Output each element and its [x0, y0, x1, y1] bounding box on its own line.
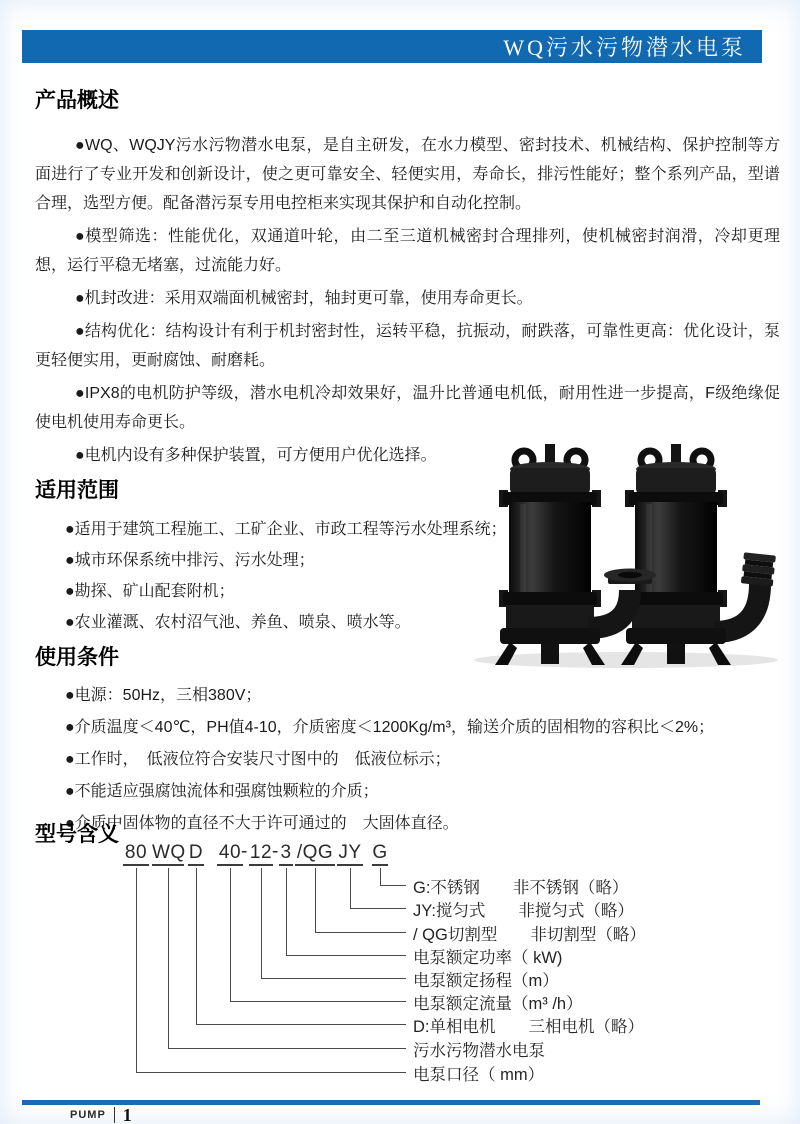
model-label: D:单相电机 三相电机（略） — [413, 1018, 644, 1036]
page-title: WQ污水污物潜水电泵 — [503, 35, 746, 60]
overview-paragraph: ●结构优化：结构设计有利于机封密封性，运转平稳，抗振动，耐跌落，可靠性更高：优化设计，泵更轻便实用，更耐腐蚀、耐磨耗。 — [35, 323, 780, 369]
list-item: ●工作时， 低液位符合安装尺寸图中的 低液位标示； — [65, 751, 451, 768]
page-number: 1 — [122, 1104, 132, 1124]
list-item: ●农业灌溉、农村沼气池、养鱼、喷泉、喷水等。 — [65, 614, 411, 631]
list-item: ●电源：50Hz，三相380V； — [65, 687, 262, 704]
conditions-list — [35, 681, 780, 838]
model-label: 电泵口径（ mm） — [413, 1066, 545, 1084]
footer-divider — [114, 1107, 115, 1123]
model-separator: - — [241, 841, 248, 862]
section-usage-conditions — [35, 641, 780, 841]
footer-rule — [22, 1100, 760, 1105]
model-segment: JY — [337, 842, 363, 866]
application-list — [35, 515, 595, 637]
model-segment: 12 — [249, 842, 273, 866]
list-item: ●适用于建筑工程施工、工矿企业、市政工程等污水处理系统； — [65, 521, 507, 538]
model-label: / QG切割型 非切割型（略） — [413, 926, 646, 944]
list-item: ●不能适应强腐蚀流体和强腐蚀颗粒的介质； — [65, 783, 379, 800]
overview-paragraph: ●WQ、WQJY污水污物潜水电泵，是自主研发，在水力模型、密封技术、机械结构、保护控制等方面进行了专业开发和创新设计，使之更可靠安全、轻便实用，寿命长，排污性能好；整个系列产品，型谱合理，选型方便。配备潜污泵专用电控柜来实现其保护和自动化控制。 — [35, 137, 780, 212]
model-segment: WQ — [152, 842, 184, 866]
connector-line — [136, 868, 406, 1073]
model-code-diagram — [0, 842, 780, 1094]
footer-brand: PUMP — [70, 1109, 106, 1121]
overview-paragraph: ●模型筛选：性能优化，双通道叶轮，由二至三道机械密封合理排列，使机械密封润滑，冷却更理想，运行平稳无堵塞，过流能力好。 — [35, 228, 780, 274]
model-heading: 型号含义 — [35, 823, 119, 846]
model-segment: 80 — [123, 842, 149, 866]
model-label: JY:搅匀式 非搅匀式（略） — [413, 902, 634, 920]
model-segment: 3 — [279, 842, 293, 866]
footer — [70, 1106, 132, 1124]
application-heading: 适用范围 — [35, 479, 119, 502]
section-application-range — [35, 474, 595, 639]
overview-paragraph: ●电机内设有多种保护装置，可方便用户优化选择。 — [75, 447, 437, 464]
overview-paragraph: ●IPX8的电机防护等级，潜水电机冷却效果好，温升比普通电机低，耐用性进一步提高，F级绝缘促使电机使用寿命更长。 — [35, 385, 780, 431]
list-item: ●介质温度＜40℃，PH值4-10，介质密度＜1200Kg/m³，输送介质的固相物的容积比＜2%； — [65, 719, 715, 736]
model-segment: /QG — [295, 842, 335, 866]
list-item: ●勘探、矿山配套附机； — [65, 583, 235, 600]
section-product-overview — [35, 84, 780, 474]
overview-paragraph: ●机封改进：采用双端面机械密封，轴封更可靠，使用寿命更长。 — [75, 290, 533, 307]
model-separator: - — [272, 841, 279, 862]
model-label: 电泵额定流量（m³ /h） — [413, 995, 583, 1013]
model-label: G:不锈钢 非不锈钢（略） — [413, 879, 629, 897]
conditions-heading: 使用条件 — [35, 646, 119, 669]
model-segment: 40 — [217, 842, 243, 866]
model-segment: G — [372, 842, 388, 866]
list-item: ●城市环保系统中排污、污水处理； — [65, 552, 315, 569]
model-label: 电泵额定扬程（m） — [413, 972, 559, 990]
model-label: 电泵额定功率（ kW) — [413, 949, 563, 967]
list-item: ●介质中固体物的直径不大于许可通过的 大固体直径。 — [65, 815, 459, 832]
model-segment: D — [188, 842, 204, 866]
header-banner — [22, 30, 762, 63]
model-label: 污水污物潜水电泵 — [413, 1042, 545, 1060]
overview-heading: 产品概述 — [35, 89, 119, 112]
